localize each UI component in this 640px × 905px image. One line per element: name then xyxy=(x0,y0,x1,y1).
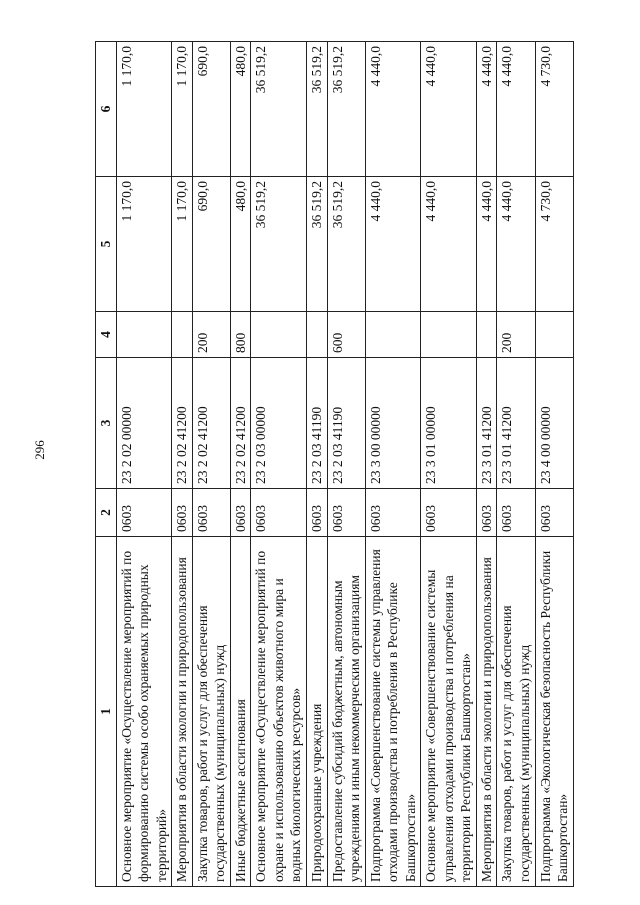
table-body xyxy=(116,42,573,887)
row-amount-col5-cell: 4 440,0 xyxy=(365,177,421,312)
row-amount-col6-cell: 690,0 xyxy=(192,42,230,177)
row-amount-col5-cell: 4 730,0 xyxy=(535,177,573,312)
row-name-cell: Предоставление субсидий бюджетным, автономным учреждениям и иным некоммерческим организациям xyxy=(327,537,365,887)
header-col-1: 1 xyxy=(96,537,117,887)
row-target-article-cell: 23 2 02 41200 xyxy=(172,358,193,489)
row-amount-col6-cell: 36 519,2 xyxy=(307,42,328,177)
row-expense-type-cell: 200 xyxy=(192,312,230,358)
row-name-cell: Основное мероприятие «Совершенствование системы управления отходами производства и потребления на территории Республики Башкортостан» xyxy=(421,537,477,887)
row-section-code-cell: 0603 xyxy=(421,489,477,537)
table-row xyxy=(535,42,573,887)
table-row xyxy=(116,42,172,887)
row-amount-col5-cell: 36 519,2 xyxy=(327,177,365,312)
row-target-article-cell: 23 2 03 00000 xyxy=(251,358,307,489)
row-expense-type-cell xyxy=(535,312,573,358)
row-amount-col5-cell: 4 440,0 xyxy=(476,177,497,312)
row-amount-col5-cell: 36 519,2 xyxy=(307,177,328,312)
row-expense-type-cell: 200 xyxy=(497,312,535,358)
row-expense-type-cell xyxy=(116,312,172,358)
row-target-article-cell: 23 2 03 41190 xyxy=(327,358,365,489)
table-row xyxy=(497,42,535,887)
row-name-cell: Мероприятия в области экологии и природопользования xyxy=(172,537,193,887)
row-target-article-cell: 23 2 02 41200 xyxy=(230,358,251,489)
row-target-article-cell: 23 3 01 00000 xyxy=(421,358,477,489)
table-row xyxy=(365,42,421,887)
row-expense-type-cell xyxy=(365,312,421,358)
header-col-5: 5 xyxy=(96,177,117,312)
row-section-code-cell: 0603 xyxy=(365,489,421,537)
row-section-code-cell: 0603 xyxy=(476,489,497,537)
row-amount-col6-cell: 4 440,0 xyxy=(497,42,535,177)
row-section-code-cell: 0603 xyxy=(172,489,193,537)
row-section-code-cell: 0603 xyxy=(535,489,573,537)
row-amount-col6-cell: 4 440,0 xyxy=(421,42,477,177)
row-target-article-cell: 23 2 02 41200 xyxy=(192,358,230,489)
row-amount-col5-cell: 1 170,0 xyxy=(172,177,193,312)
row-name-cell: Иные бюджетные ассигнования xyxy=(230,537,251,887)
header-row xyxy=(96,42,117,887)
row-section-code-cell: 0603 xyxy=(230,489,251,537)
table-row xyxy=(421,42,477,887)
row-section-code-cell: 0603 xyxy=(497,489,535,537)
row-amount-col5-cell: 4 440,0 xyxy=(497,177,535,312)
row-amount-col5-cell: 1 170,0 xyxy=(116,177,172,312)
row-amount-col5-cell: 690,0 xyxy=(192,177,230,312)
row-expense-type-cell: 600 xyxy=(327,312,365,358)
header-col-6: 6 xyxy=(96,42,117,177)
row-target-article-cell: 23 2 02 00000 xyxy=(116,358,172,489)
header-col-3: 3 xyxy=(96,358,117,489)
budget-table-container xyxy=(95,42,571,887)
header-col-2: 2 xyxy=(96,489,117,537)
table-row xyxy=(307,42,328,887)
table-row xyxy=(251,42,307,887)
row-name-cell: Закупка товаров, работ и услуг для обеспечения государственных (муниципальных) нужд xyxy=(497,537,535,887)
row-target-article-cell: 23 3 01 41200 xyxy=(497,358,535,489)
row-name-cell: Природоохранные учреждения xyxy=(307,537,328,887)
row-amount-col6-cell: 4 440,0 xyxy=(365,42,421,177)
header-col-4: 4 xyxy=(96,312,117,358)
row-name-cell: Закупка товаров, работ и услуг для обеспечения государственных (муниципальных) нужд xyxy=(192,537,230,887)
row-amount-col6-cell: 36 519,2 xyxy=(327,42,365,177)
row-section-code-cell: 0603 xyxy=(192,489,230,537)
row-amount-col6-cell: 480,0 xyxy=(230,42,251,177)
table-row xyxy=(327,42,365,887)
row-section-code-cell: 0603 xyxy=(251,489,307,537)
row-target-article-cell: 23 3 01 41200 xyxy=(476,358,497,489)
row-expense-type-cell xyxy=(251,312,307,358)
row-target-article-cell: 23 3 00 00000 xyxy=(365,358,421,489)
row-amount-col6-cell: 1 170,0 xyxy=(172,42,193,177)
budget-table xyxy=(95,41,574,887)
row-name-cell: Подпрограмма «Совершенствование системы управления отходами производства и потребления в Республике Башкортостан» xyxy=(365,537,421,887)
row-target-article-cell: 23 2 03 41190 xyxy=(307,358,328,489)
row-section-code-cell: 0603 xyxy=(307,489,328,537)
row-name-cell: Подпрограмма «Экологическая безопасность Республики Башкортостан» xyxy=(535,537,573,887)
row-target-article-cell: 23 4 00 00000 xyxy=(535,358,573,489)
row-section-code-cell: 0603 xyxy=(327,489,365,537)
row-expense-type-cell: 800 xyxy=(230,312,251,358)
row-name-cell: Мероприятия в области экологии и природопользования xyxy=(476,537,497,887)
row-amount-col6-cell: 1 170,0 xyxy=(116,42,172,177)
row-amount-col5-cell: 480,0 xyxy=(230,177,251,312)
row-section-code-cell: 0603 xyxy=(116,489,172,537)
row-amount-col6-cell: 4 440,0 xyxy=(476,42,497,177)
row-amount-col6-cell: 4 730,0 xyxy=(535,42,573,177)
row-expense-type-cell xyxy=(307,312,328,358)
page-number: 296 xyxy=(32,440,47,460)
row-amount-col6-cell: 36 519,2 xyxy=(251,42,307,177)
row-name-cell: Основное мероприятие «Осуществление мероприятий по формированию системы особо охраняемых природных территорий» xyxy=(116,537,172,887)
table-row xyxy=(192,42,230,887)
row-amount-col5-cell: 4 440,0 xyxy=(421,177,477,312)
table-row xyxy=(230,42,251,887)
table-row xyxy=(476,42,497,887)
row-expense-type-cell xyxy=(172,312,193,358)
row-name-cell: Основное мероприятие «Осуществление мероприятий по охране и использованию объектов животного мира и водных биологических ресурсов» xyxy=(251,537,307,887)
row-expense-type-cell xyxy=(421,312,477,358)
row-amount-col5-cell: 36 519,2 xyxy=(251,177,307,312)
row-expense-type-cell xyxy=(476,312,497,358)
table-row xyxy=(172,42,193,887)
